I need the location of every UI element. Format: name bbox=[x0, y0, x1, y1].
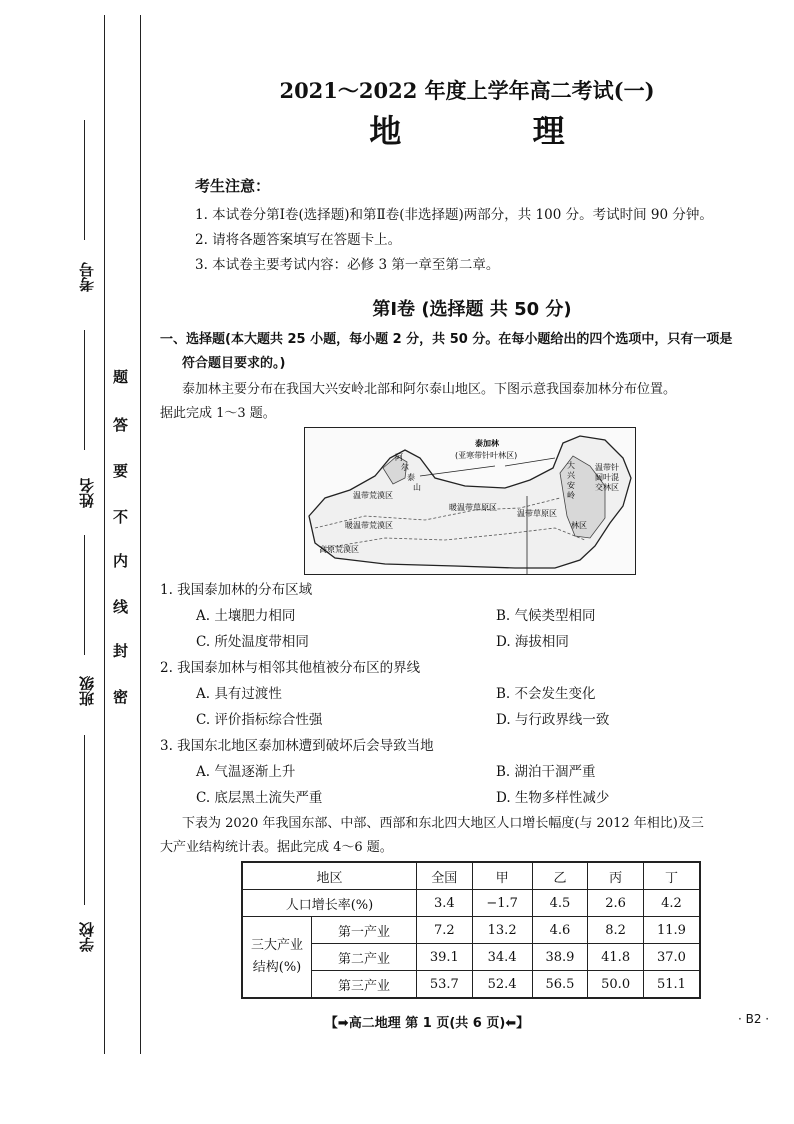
map-label-mixed-forest: 交林区 bbox=[595, 483, 619, 492]
map-label-mixed-forest: 温带针 bbox=[595, 463, 619, 472]
table-cell: −1.7 bbox=[472, 890, 532, 917]
notice-item: 1. 本试卷分第Ⅰ卷(选择题)和第Ⅱ卷(非选择题)两部分，共 100 分。考试时间 90 分钟。 bbox=[195, 207, 713, 223]
page-footer: 【➡高二地理 第 1 页(共 6 页)⬅】 bbox=[324, 1016, 530, 1031]
seal-char: 题 bbox=[113, 368, 129, 386]
map-label-taiga-sub: (亚寒带针叶林区) bbox=[455, 451, 518, 460]
map-label-daxinganling: 大 bbox=[567, 461, 575, 470]
table-cell: 11.9 bbox=[643, 917, 700, 944]
table-cell: 3.4 bbox=[416, 890, 472, 917]
question-option: A. 气温逐渐上升 bbox=[196, 764, 296, 780]
map-label-forest: 林区 bbox=[571, 521, 587, 530]
table-row bbox=[242, 971, 700, 999]
table-cell: 2.6 bbox=[588, 890, 644, 917]
question-option: B. 气候类型相同 bbox=[496, 608, 596, 624]
map-label-altai: 尔 bbox=[401, 463, 409, 472]
map-label-mixed-forest: 阔叶混 bbox=[595, 473, 619, 482]
pointer-line bbox=[420, 466, 495, 476]
map-label-daxinganling: 安 bbox=[567, 481, 575, 490]
table-cell: 39.1 bbox=[416, 944, 472, 971]
name-label: 姓名 bbox=[78, 478, 96, 508]
table-cell: 52.4 bbox=[472, 971, 532, 999]
table-intro: 下表为 2020 年我国东部、中部、西部和东北四大地区人口增长幅度(与 2012 年相比)及三 bbox=[182, 816, 704, 831]
map-label-taiga: 泰加林 bbox=[475, 439, 499, 448]
table-cell: 38.9 bbox=[532, 944, 588, 971]
table-header-cell: 地区 bbox=[242, 862, 416, 890]
map-label-daxinganling: 兴 bbox=[567, 471, 575, 480]
seal-char: 不 bbox=[113, 508, 129, 526]
notice-item: 2. 请将各题答案填写在答题卡上。 bbox=[195, 232, 402, 248]
table-cell: 41.8 bbox=[588, 944, 644, 971]
name-rule bbox=[84, 330, 85, 450]
map-label-warm-desert: 暖温带荒漠区 bbox=[345, 521, 393, 530]
map-label-altai: 泰 bbox=[407, 473, 415, 482]
map-label-warm-steppe: 暖温带草原区 bbox=[449, 503, 497, 512]
table-cell: 7.2 bbox=[416, 917, 472, 944]
table-header-cell: 丁 bbox=[643, 862, 700, 890]
seal-char: 密 bbox=[113, 688, 129, 706]
class-label: 班级 bbox=[78, 676, 96, 706]
question-option: B. 不会发生变化 bbox=[496, 686, 596, 702]
table-cell: 51.1 bbox=[643, 971, 700, 999]
question-option: D. 与行政界线一致 bbox=[496, 712, 610, 728]
notice-item: 3. 本试卷主要考试内容：必修 3 第一章至第二章。 bbox=[195, 257, 500, 273]
table-cell: 4.6 bbox=[532, 917, 588, 944]
map-label-altai: 阿 bbox=[395, 453, 403, 462]
table-cell: 53.7 bbox=[416, 971, 472, 999]
table-cell: 13.2 bbox=[472, 917, 532, 944]
table-row-label: 第二产业 bbox=[312, 944, 417, 971]
question-option: A. 土壤肥力相同 bbox=[196, 608, 296, 624]
question-stem: 2. 我国泰加林与相邻其他植被分布区的界线 bbox=[160, 660, 421, 676]
map-label-temperate-desert: 温带荒漠区 bbox=[353, 491, 393, 500]
binding-line-outer bbox=[104, 15, 105, 1054]
table-group-label bbox=[242, 917, 312, 999]
question-stem: 1. 我国泰加林的分布区域 bbox=[160, 582, 313, 598]
seal-char: 内 bbox=[113, 552, 129, 570]
vegetation-map bbox=[304, 427, 636, 575]
table-header-cell: 乙 bbox=[532, 862, 588, 890]
seal-char: 封 bbox=[113, 642, 129, 660]
notice-heading: 考生注意： bbox=[195, 177, 271, 195]
seal-char: 线 bbox=[113, 598, 129, 616]
exam-title: 2021～2022 年度上学年高二考试(一) bbox=[279, 78, 655, 103]
population-industry-table bbox=[241, 861, 701, 999]
class-rule bbox=[84, 535, 85, 655]
question-stem: 3. 我国东北地区泰加林遭到破坏后会导致当地 bbox=[160, 738, 434, 754]
table-group-label-line: 结构(%) bbox=[252, 960, 302, 975]
table-header-cell: 甲 bbox=[472, 862, 532, 890]
binding-line-inner bbox=[140, 15, 141, 1054]
intro-text-cont: 据此完成 1～3 题。 bbox=[160, 406, 276, 421]
question-option: C. 评价指标综合性强 bbox=[196, 712, 323, 728]
table-cell: 37.0 bbox=[643, 944, 700, 971]
question-option: D. 海拔相同 bbox=[496, 634, 569, 650]
table-cell: 34.4 bbox=[472, 944, 532, 971]
map-label-daxinganling: 岭 bbox=[567, 491, 575, 500]
question-option: A. 具有过渡性 bbox=[196, 686, 282, 702]
table-row-label: 第三产业 bbox=[312, 971, 417, 999]
table-cell: 50.0 bbox=[588, 971, 644, 999]
seal-char: 要 bbox=[113, 462, 129, 480]
exam-no-label: 考号 bbox=[78, 262, 96, 292]
map-label-altai: 山 bbox=[413, 483, 421, 492]
school-rule bbox=[84, 735, 85, 905]
table-intro-cont: 大产业结构统计表。据此完成 4～6 题。 bbox=[160, 840, 393, 855]
table-row bbox=[242, 917, 700, 944]
table-group-label-line: 三大产业 bbox=[250, 938, 303, 953]
table-row-label: 第一产业 bbox=[312, 917, 417, 944]
section-instructions: 一、选择题(本大题共 25 小题，每小题 2 分，共 50 分。在每小题给出的四个选项中，只有一项是 bbox=[160, 332, 733, 347]
table-header-cell: 全国 bbox=[416, 862, 472, 890]
map-label-temperate-steppe: 温带草原区 bbox=[517, 509, 557, 518]
subject-title: 地 理 bbox=[369, 112, 625, 150]
table-cell: 4.5 bbox=[532, 890, 588, 917]
table-cell: 4.2 bbox=[643, 890, 700, 917]
section-instructions-cont: 符合题目要求的。) bbox=[182, 356, 286, 371]
seal-char: 答 bbox=[113, 416, 129, 434]
table-row-label: 人口增长率(%) bbox=[242, 890, 416, 917]
map-label-plateau: 高原荒漠区 bbox=[319, 545, 359, 554]
table-header-cell: 丙 bbox=[588, 862, 644, 890]
table-cell: 8.2 bbox=[588, 917, 644, 944]
intro-text: 泰加林主要分布在我国大兴安岭北部和阿尔泰山地区。下图示意我国泰加林分布位置。 bbox=[182, 382, 677, 397]
question-option: C. 所处温度带相同 bbox=[196, 634, 309, 650]
section-title: 第Ⅰ卷 (选择题 共 50 分) bbox=[372, 299, 572, 320]
question-option: C. 底层黑土流失严重 bbox=[196, 790, 323, 806]
table-cell: 56.5 bbox=[532, 971, 588, 999]
table-row bbox=[242, 890, 700, 917]
table-row bbox=[242, 944, 700, 971]
question-option: D. 生物多样性减少 bbox=[496, 790, 610, 806]
school-label: 学校 bbox=[78, 922, 96, 952]
question-option: B. 湖泊干涸严重 bbox=[496, 764, 596, 780]
paper-code: · B2 · bbox=[738, 1012, 770, 1026]
map-drawing bbox=[305, 428, 635, 574]
table-header-row bbox=[242, 862, 700, 890]
